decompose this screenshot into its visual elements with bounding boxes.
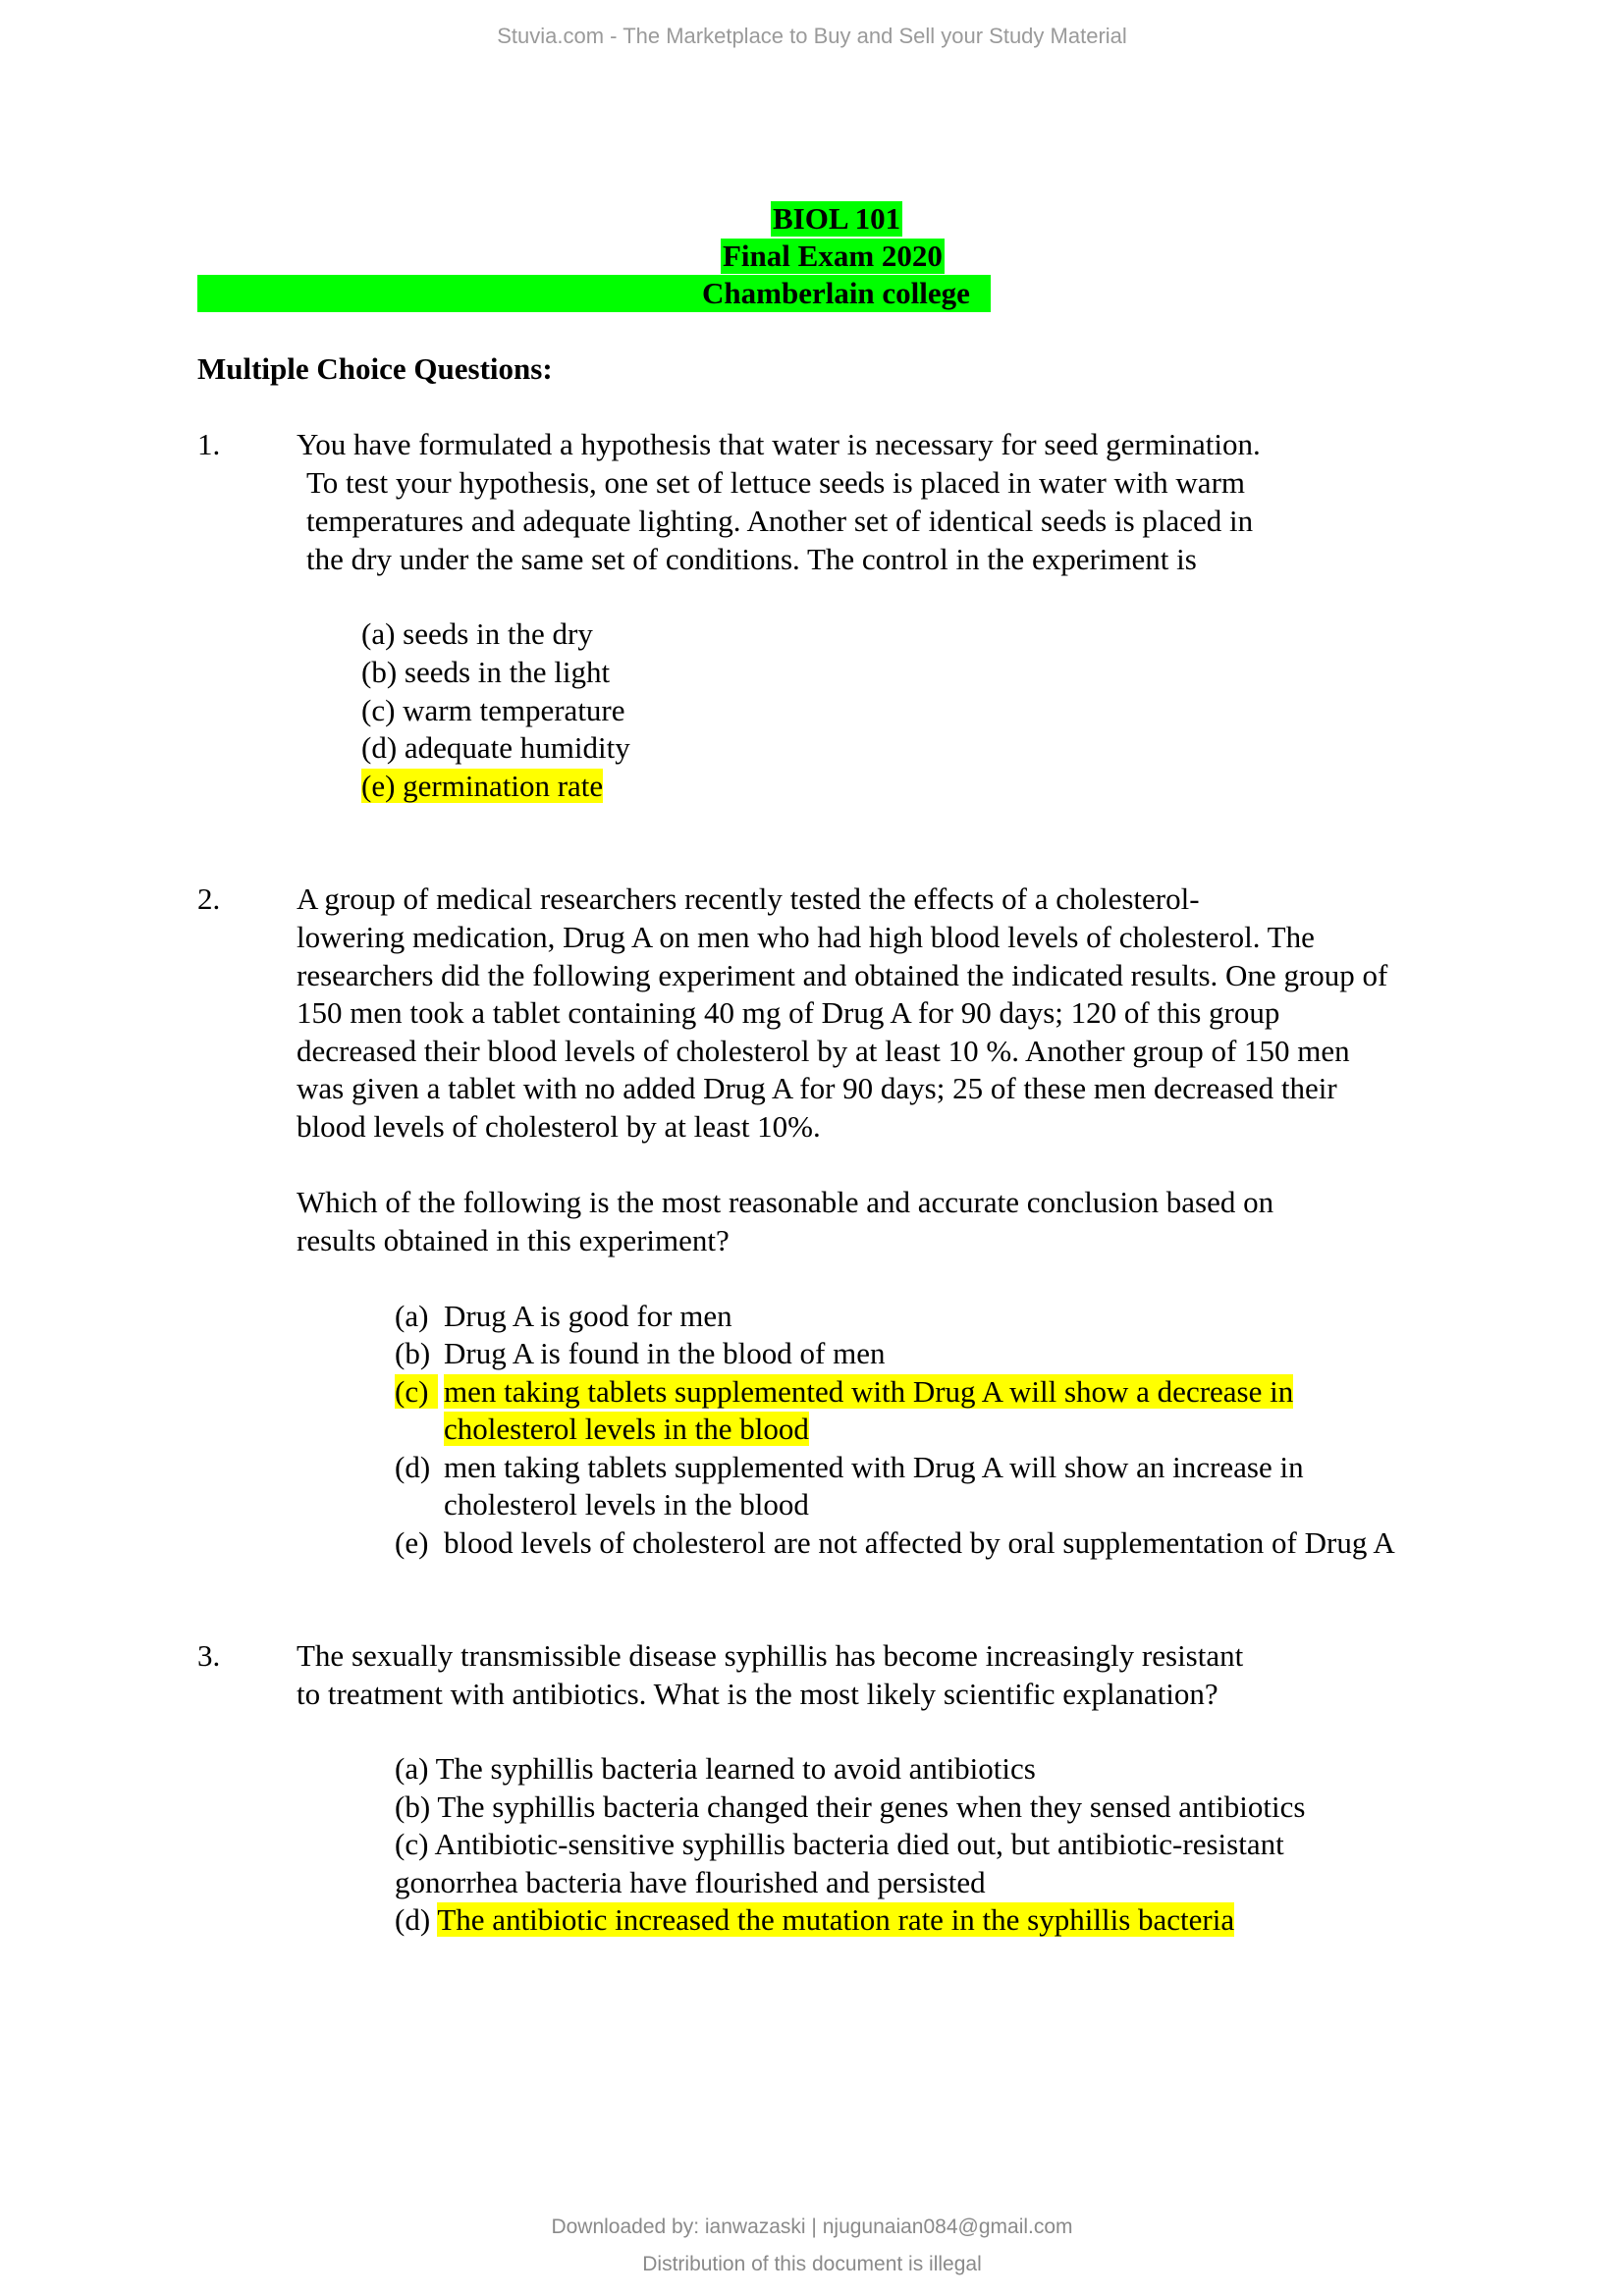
question-2-line: was given a tablet with no added Drug A for 90 days; 25 of these men decreased their: [297, 1071, 1337, 1105]
section-heading: Multiple Choice Questions:: [197, 351, 553, 386]
question-1-option-b: (b) seeds in the light: [361, 655, 611, 689]
question-2-line: blood levels of cholesterol by at least 10%.: [297, 1109, 821, 1144]
footer-distribution-text: Distribution of this document is illegal: [642, 2253, 982, 2275]
question-2-option-a-text: Drug A is good for men: [444, 1299, 732, 1333]
footer-downloaded-by-text: Downloaded by: ianwazaski | njugunaian084@gmail.com: [551, 2216, 1073, 2238]
question-3-option-d-text-highlighted: The antibiotic increased the mutation rate in the syphillis bacteria: [437, 1902, 1235, 1937]
question-1-option-a: (a) seeds in the dry: [361, 616, 593, 651]
footer-downloaded-by: [0, 2216, 1624, 2239]
question-3-number: 3.: [197, 1638, 221, 1673]
question-1-line: You have formulated a hypothesis that water is necessary for seed germination.: [297, 427, 1261, 461]
question-1-option-d: (d) adequate humidity: [361, 730, 630, 765]
question-3-option-b: (b) The syphillis bacteria changed their genes when they sensed antibiotics: [395, 1789, 1306, 1824]
question-3-option-d-letter: (d): [395, 1902, 438, 1937]
question-2-option-c-text-highlighted: men taking tablets supplemented with Drug A will show a decrease in: [444, 1374, 1294, 1409]
question-2-option-e-letter: (e): [395, 1525, 429, 1560]
question-2-line: A group of medical researchers recently tested the effects of a cholesterol-: [297, 881, 1200, 916]
question-2-option-c-letter: (c): [395, 1374, 438, 1409]
question-2-option-e-text: blood levels of cholesterol are not affected by oral supplementation of Drug A: [444, 1525, 1395, 1560]
question-2-option-b-text: Drug A is found in the blood of men: [444, 1336, 886, 1370]
question-3-line: to treatment with antibiotics. What is the most likely scientific explanation?: [297, 1677, 1218, 1711]
question-2-prompt-line: results obtained in this experiment?: [297, 1223, 730, 1257]
question-2-prompt-line: Which of the following is the most reasonable and accurate conclusion based on: [297, 1185, 1274, 1219]
page-header: [0, 24, 1624, 49]
question-1-option-e-highlighted: (e) germination rate: [361, 769, 604, 803]
course-title: BIOL 101: [773, 201, 901, 236]
question-3-option-c-continued: gonorrhea bacteria have flourished and persisted: [395, 1865, 986, 1899]
question-3-option-c: (c) Antibiotic-sensitive syphillis bacteria died out, but antibiotic-resistant: [395, 1827, 1284, 1861]
question-3-option-a: (a) The syphillis bacteria learned to avoid antibiotics: [395, 1751, 1036, 1786]
question-2-option-d-text: cholesterol levels in the blood: [444, 1487, 809, 1522]
question-2-line: researchers did the following experiment and obtained the indicated results. One group of: [297, 958, 1388, 992]
question-1-line: temperatures and adequate lighting. Another set of identical seeds is placed in: [306, 504, 1254, 538]
page-header-text: Stuvia.com - The Marketplace to Buy and Sell your Study Material: [497, 24, 1127, 48]
footer-distribution: [0, 2253, 1624, 2276]
exam-title: Final Exam 2020: [723, 239, 943, 273]
school-title: Chamberlain college: [702, 276, 970, 310]
question-2-option-b-letter: (b): [395, 1336, 431, 1370]
question-1-line: To test your hypothesis, one set of lettuce seeds is placed in water with warm: [306, 465, 1246, 500]
question-2-line: decreased their blood levels of cholesterol by at least 10 %. Another group of 150 men: [297, 1034, 1350, 1068]
question-2-option-d-text: men taking tablets supplemented with Drug A will show an increase in: [444, 1450, 1304, 1484]
question-2-number: 2.: [197, 881, 221, 916]
question-2-option-a-letter: (a): [395, 1299, 429, 1333]
question-1-option-c: (c) warm temperature: [361, 693, 625, 727]
question-2-option-c-text-highlighted: cholesterol levels in the blood: [444, 1412, 809, 1446]
question-1-line: the dry under the same set of conditions. The control in the experiment is: [306, 542, 1197, 576]
question-1-number: 1.: [197, 427, 221, 461]
question-3-line: The sexually transmissible disease syphillis has become increasingly resistant: [297, 1638, 1244, 1673]
question-2-option-d-letter: (d): [395, 1450, 431, 1484]
question-2-line: lowering medication, Drug A on men who had high blood levels of cholesterol. The: [297, 920, 1315, 954]
question-2-line: 150 men took a tablet containing 40 mg of Drug A for 90 days; 120 of this group: [297, 995, 1280, 1030]
